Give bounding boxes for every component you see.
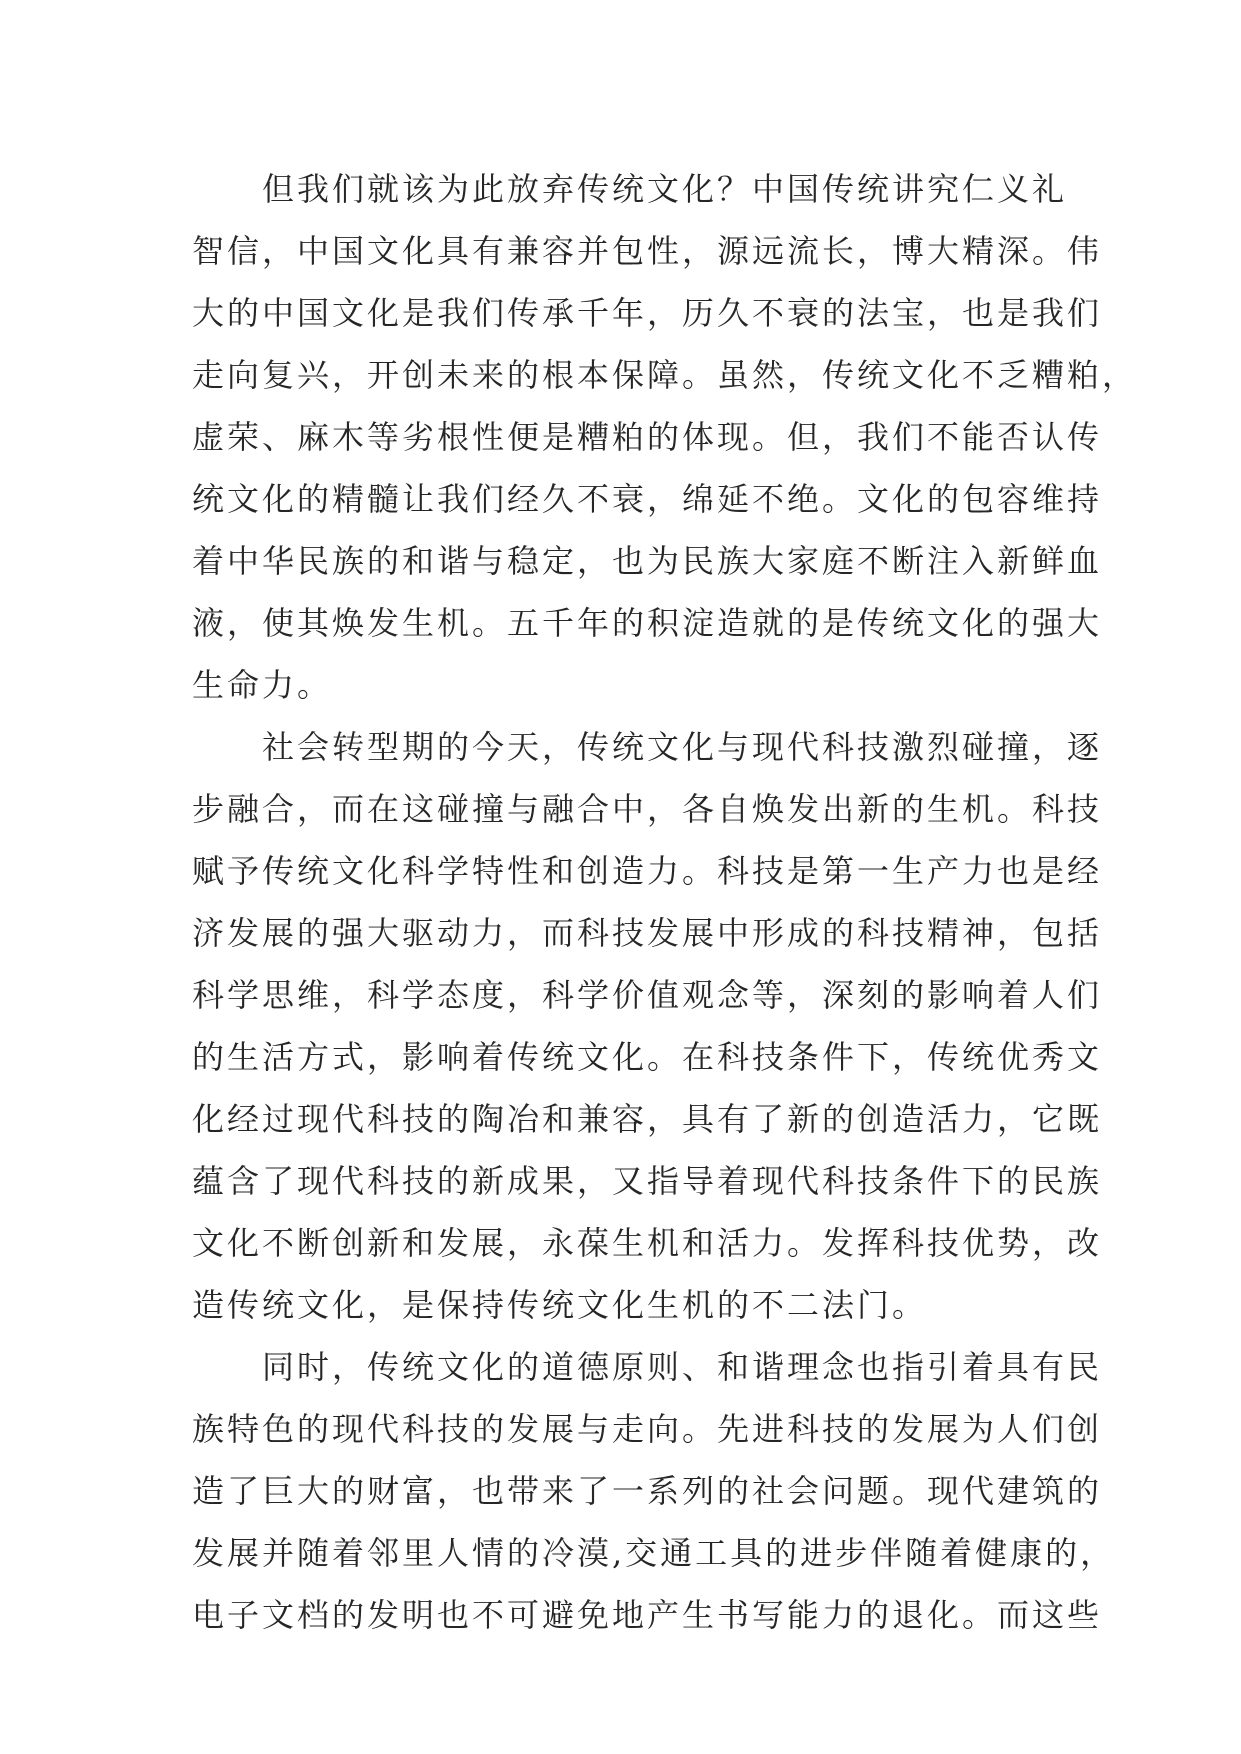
text-line: 科学思维，科学态度，科学价值观念等，深刻的影响着人们 bbox=[192, 976, 1103, 1014]
text-line: 大的中国文化是我们传承千年，历久不衰的法宝，也是我们 bbox=[192, 294, 1103, 332]
text-line: 步融合，而在这碰撞与融合中，各自焕发出新的生机。科技 bbox=[192, 790, 1103, 828]
text-line: 智信，中国文化具有兼容并包性，源远流长，博大精深。伟 bbox=[192, 232, 1103, 270]
text-line: 走向复兴，开创未来的根本保障。虽然，传统文化不乏糟粕， bbox=[192, 356, 1138, 394]
text-line: 液，使其焕发生机。五千年的积淀造就的是传统文化的强大 bbox=[192, 604, 1103, 642]
text-line: 同时，传统文化的道德原则、和谐理念也指引着具有民 bbox=[262, 1348, 1103, 1386]
text-line: 赋予传统文化科学特性和创造力。科技是第一生产力也是经 bbox=[192, 852, 1103, 890]
text-line: 族特色的现代科技的发展与走向。先进科技的发展为人们创 bbox=[192, 1410, 1103, 1448]
text-line: 统文化的精髓让我们经久不衰，绵延不绝。文化的包容维持 bbox=[192, 480, 1103, 518]
text-line: 生命力。 bbox=[192, 666, 333, 704]
document-body bbox=[192, 158, 1138, 1646]
text-line: 但我们就该为此放弃传统文化？中国传统讲究仁义礼 bbox=[262, 170, 1068, 208]
paragraph-2 bbox=[192, 716, 1103, 1336]
text-line: 电子文档的发明也不可避免地产生书写能力的退化。而这些 bbox=[192, 1596, 1103, 1634]
text-line: 蕴含了现代科技的新成果，又指导着现代科技条件下的民族 bbox=[192, 1162, 1103, 1200]
text-line: 社会转型期的今天，传统文化与现代科技激烈碰撞，逐 bbox=[262, 728, 1103, 766]
text-line: 着中华民族的和谐与稳定，也为民族大家庭不断注入新鲜血 bbox=[192, 542, 1103, 580]
text-line: 的生活方式，影响着传统文化。在科技条件下，传统优秀文 bbox=[192, 1038, 1103, 1076]
text-line: 化经过现代科技的陶冶和兼容，具有了新的创造活力，它既 bbox=[192, 1100, 1103, 1138]
paragraph-3 bbox=[192, 1336, 1116, 1646]
text-line: 发展并随着邻里人情的冷漠,交通工具的进步伴随着健康的， bbox=[192, 1534, 1116, 1572]
text-line: 济发展的强大驱动力，而科技发展中形成的科技精神，包括 bbox=[192, 914, 1103, 952]
text-line: 造传统文化，是保持传统文化生机的不二法门。 bbox=[192, 1286, 928, 1324]
text-line: 造了巨大的财富，也带来了一系列的社会问题。现代建筑的 bbox=[192, 1472, 1103, 1510]
text-line: 虚荣、麻木等劣根性便是糟粕的体现。但，我们不能否认传 bbox=[192, 418, 1103, 456]
text-line: 文化不断创新和发展，永葆生机和活力。发挥科技优势，改 bbox=[192, 1224, 1103, 1262]
paragraph-1 bbox=[192, 158, 1138, 716]
